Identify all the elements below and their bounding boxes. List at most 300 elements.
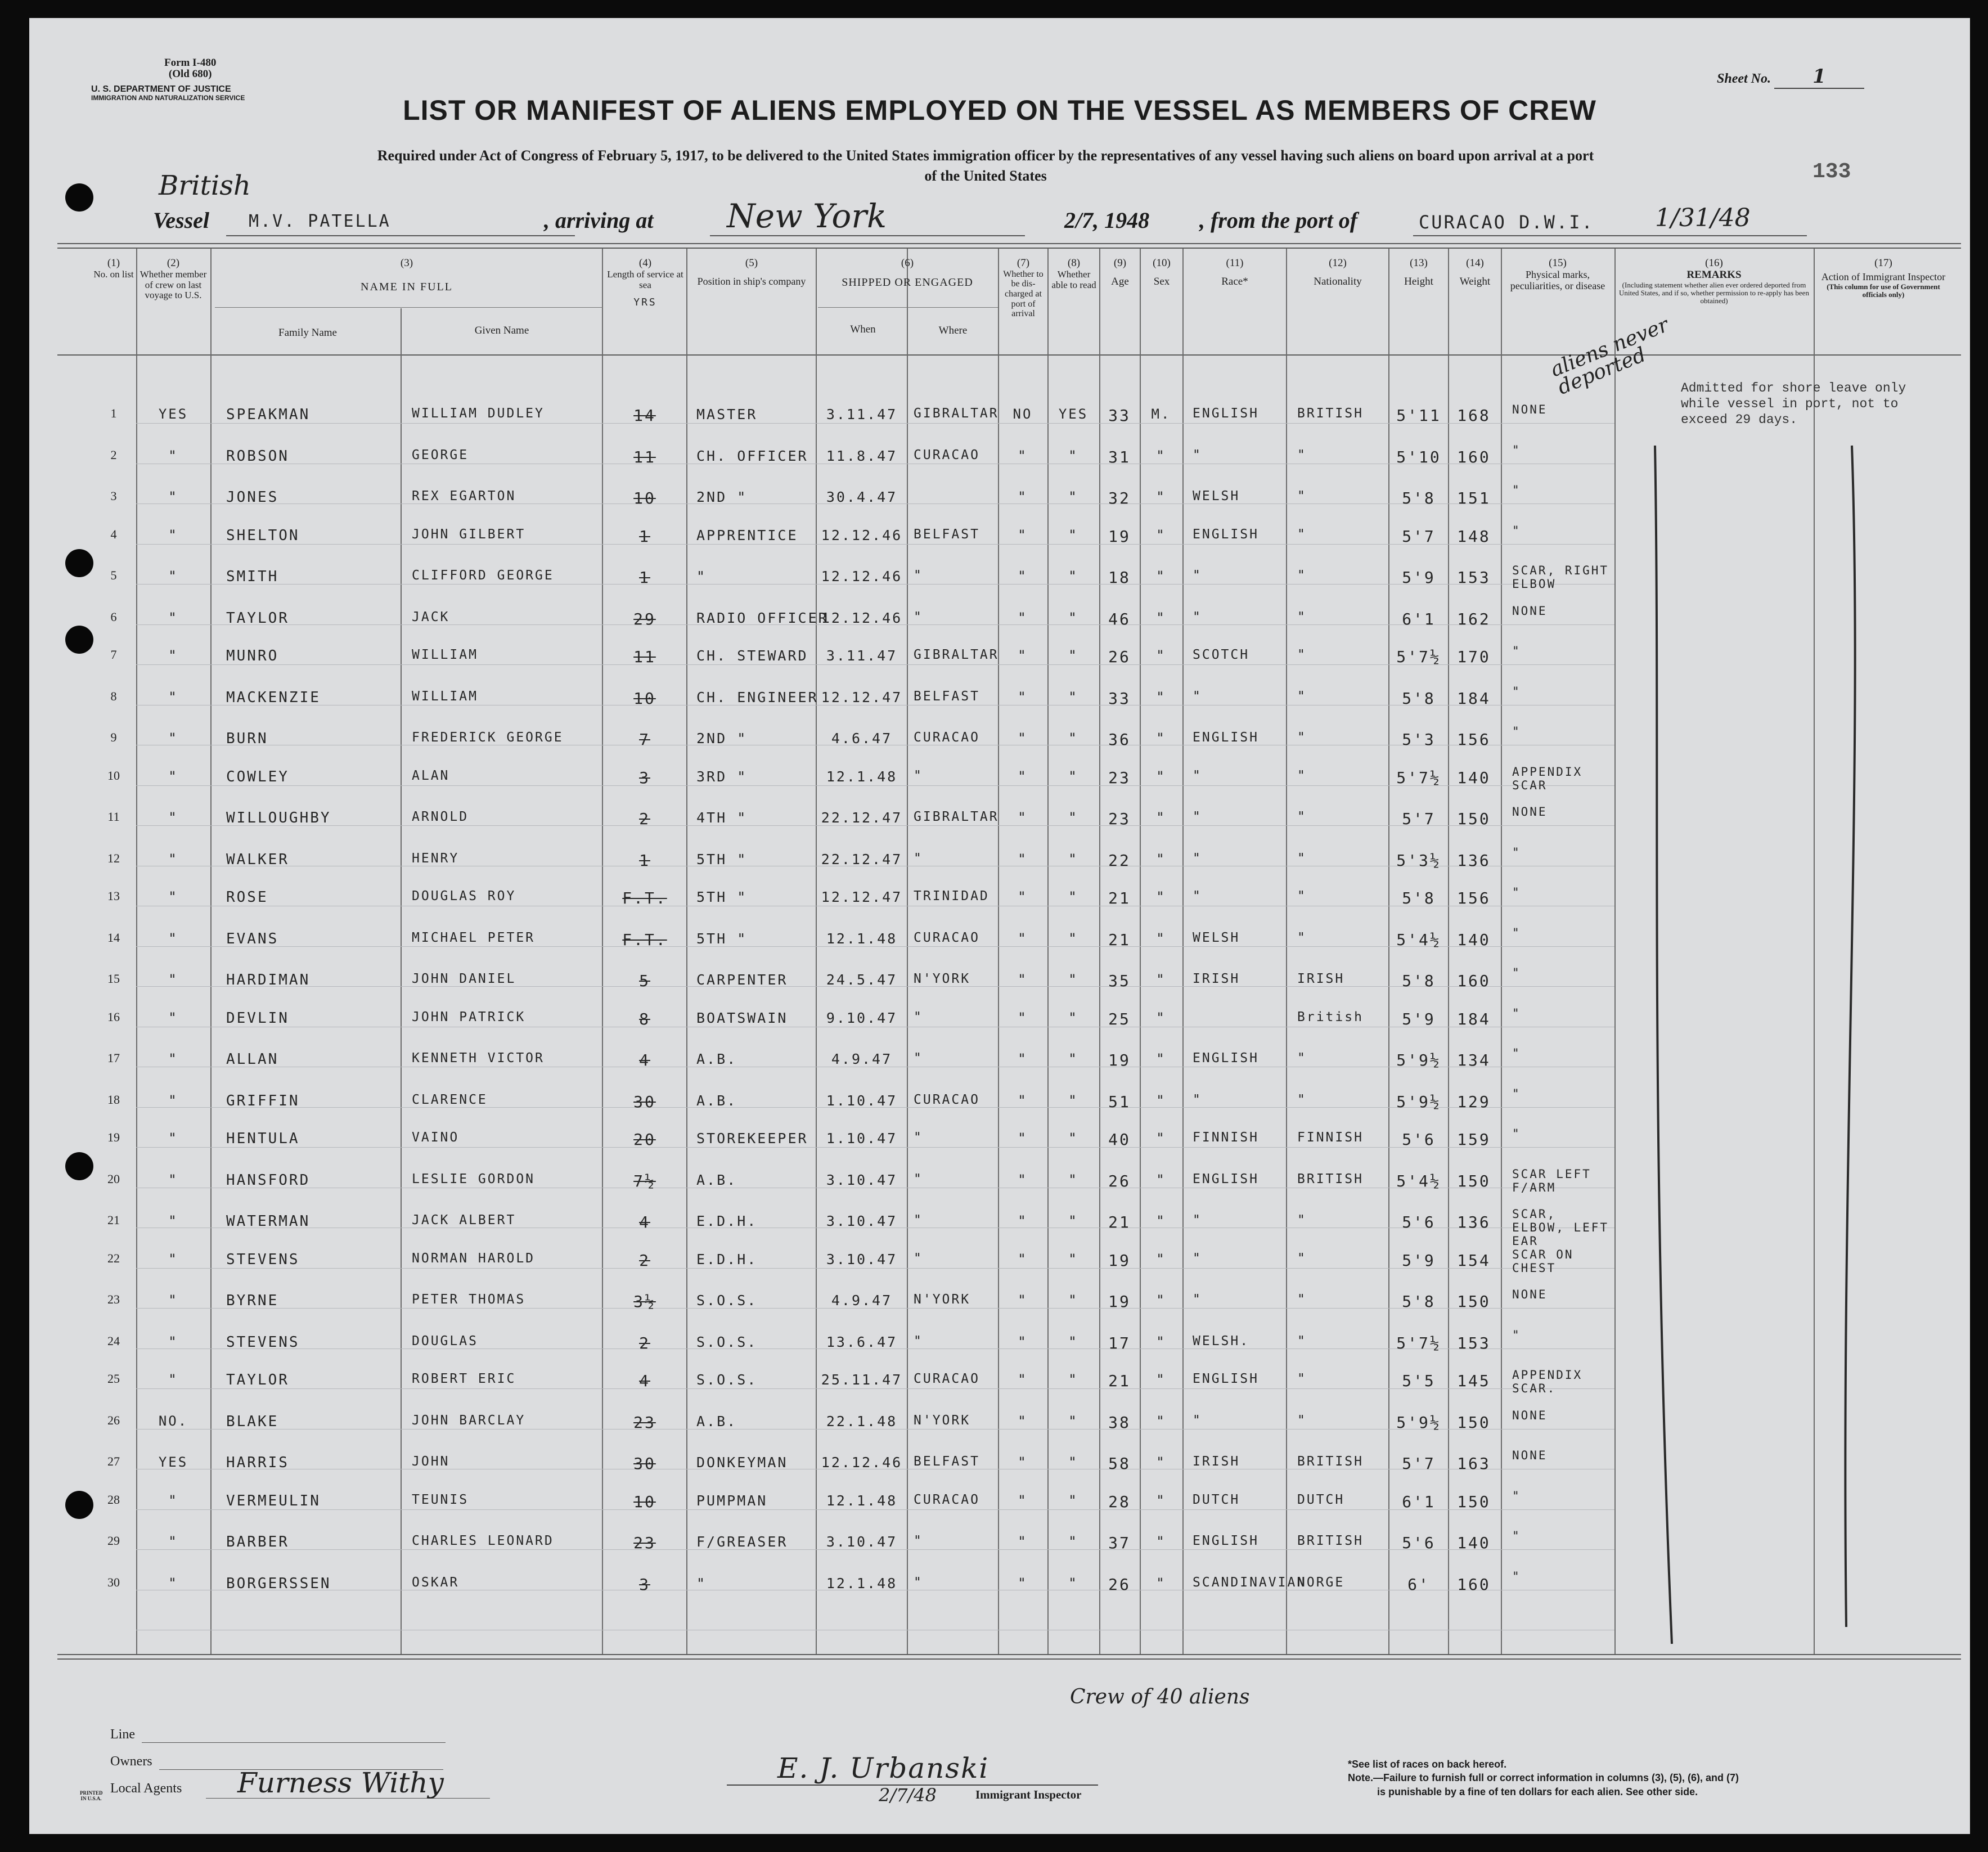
cell-nationality: " <box>1297 447 1307 462</box>
col-header-marks <box>1502 258 1613 291</box>
cell-no: 18 <box>107 1092 120 1107</box>
cell-weight: 154 <box>1457 1251 1491 1270</box>
cell-marks: APPENDIX SCAR. <box>1512 1368 1583 1396</box>
cell-nationality: " <box>1297 489 1307 504</box>
cell-weight: 150 <box>1457 810 1491 828</box>
cell-race: " <box>1193 1292 1202 1307</box>
cell-nationality: " <box>1297 568 1307 583</box>
cell-read: " <box>1068 527 1078 543</box>
cell-nationality: BRITISH <box>1297 1171 1364 1186</box>
cell-read: " <box>1068 1454 1078 1470</box>
cell-nationality: " <box>1297 1092 1307 1107</box>
cell-disch: " <box>1018 768 1028 784</box>
cell-disch: " <box>1018 648 1028 663</box>
cell-service: 3 <box>639 768 650 787</box>
form-old-number: (Old 680) <box>168 68 212 80</box>
cell-age: 21 <box>1108 1372 1131 1390</box>
cell-when: 13.6.47 <box>826 1333 898 1350</box>
cell-age: 22 <box>1108 851 1131 870</box>
cell-sex: " <box>1156 489 1166 505</box>
shore-leave-stamp: Admitted for shore leave only while vessel in port, not to exceed 29 days. <box>1681 381 1906 428</box>
cell-service: 11 <box>633 447 656 466</box>
cell-last: " <box>168 1333 178 1350</box>
cell-marks: " <box>1512 1046 1521 1060</box>
cell-height: 5'5 <box>1402 1372 1436 1390</box>
arrival-port: New York <box>727 197 887 235</box>
cell-height: 5'9 <box>1402 1009 1436 1028</box>
cell-disch: " <box>1018 810 1028 825</box>
footnote-races: *See list of races on back hereof. <box>1348 1759 1507 1770</box>
cell-sex: " <box>1156 689 1166 705</box>
cell-sex: M. <box>1151 406 1171 422</box>
col-label-13: Height <box>1404 275 1433 287</box>
cell-disch: " <box>1018 851 1028 867</box>
cell-position: 5TH " <box>696 930 748 947</box>
cell-where: " <box>914 768 923 783</box>
cell-service: 3½ <box>633 1292 656 1311</box>
col-number-5: (5) <box>745 257 758 269</box>
cell-height: 6'1 <box>1402 609 1436 628</box>
cell-last: " <box>168 730 178 746</box>
cell-nationality: " <box>1297 1213 1307 1228</box>
cell-race: ENGLISH <box>1193 527 1259 542</box>
cell-age: 19 <box>1108 527 1131 546</box>
cell-sex: " <box>1156 810 1166 825</box>
shipped-subrule <box>818 307 998 308</box>
from-port-label: , from the port of <box>1199 208 1358 233</box>
cell-race: ENGLISH <box>1193 1534 1259 1548</box>
cell-service: 10 <box>633 1492 656 1511</box>
cell-marks: " <box>1512 1086 1521 1100</box>
cell-family: STEVENS <box>226 1251 300 1268</box>
cell-last: YES <box>158 1454 188 1470</box>
cell-disch: " <box>1018 527 1028 543</box>
subtitle-line-2: of the United States <box>924 168 1047 184</box>
cell-position: 5TH " <box>696 851 748 867</box>
service-name: IMMIGRATION AND NATURALIZATION SERVICE <box>91 93 245 102</box>
cell-nationality: BRITISH <box>1297 1454 1364 1469</box>
cell-read: " <box>1068 609 1078 626</box>
cell-read: " <box>1068 1130 1078 1146</box>
cell-given: KENNETH VICTOR <box>412 1051 545 1066</box>
form-number-block <box>164 57 216 80</box>
cell-marks: " <box>1512 1328 1521 1342</box>
cell-age: 46 <box>1108 609 1131 628</box>
table-top-rule <box>57 243 1961 244</box>
cell-no: 4 <box>110 527 117 541</box>
cell-marks: NONE <box>1512 1449 1548 1462</box>
cell-service: 2 <box>639 810 650 828</box>
cell-family: SMITH <box>226 568 279 585</box>
cell-read: " <box>1068 1492 1078 1508</box>
sheet-number <box>1717 65 1864 89</box>
cell-marks: NONE <box>1512 805 1548 819</box>
cell-given: JACK <box>412 609 450 624</box>
cell-family: HANSFORD <box>226 1171 311 1189</box>
cell-family: MUNRO <box>226 648 279 664</box>
cell-height: 5'7 <box>1402 1454 1436 1473</box>
cell-given: MICHAEL PETER <box>412 930 536 945</box>
cell-race: IRISH <box>1193 1454 1240 1469</box>
cell-where: GIBRALTAR <box>914 648 999 662</box>
cell-service: 10 <box>633 489 656 507</box>
cell-age: 25 <box>1108 1009 1131 1028</box>
cell-sex: " <box>1156 1413 1166 1429</box>
cell-last: " <box>168 1009 178 1026</box>
cell-family: HARRIS <box>226 1454 289 1471</box>
cell-where: GIBRALTAR <box>914 406 999 421</box>
cell-height: 5'6 <box>1402 1534 1436 1552</box>
vessel-nationality: British <box>159 170 251 201</box>
cell-sex: " <box>1156 972 1166 987</box>
cell-disch: NO <box>1013 406 1033 422</box>
cell-sex: " <box>1156 768 1166 784</box>
cell-where: " <box>914 1051 923 1066</box>
col-number-3: (3) <box>400 257 413 269</box>
col-number-2: (2) <box>167 257 180 269</box>
cell-last: " <box>168 768 178 784</box>
cell-when: 22.1.48 <box>826 1413 898 1430</box>
cell-age: 21 <box>1108 1213 1131 1231</box>
cell-disch: " <box>1018 730 1028 746</box>
cell-disch: " <box>1018 1333 1028 1350</box>
cell-nationality: IRISH <box>1297 972 1345 986</box>
col-number-1: (1) <box>107 257 120 269</box>
cell-marks: NONE <box>1512 1288 1548 1301</box>
agents-value: Furness Withy <box>237 1766 444 1799</box>
cell-sex: " <box>1156 1171 1166 1188</box>
cell-given: JOHN BARCLAY <box>412 1413 526 1428</box>
manifest-sheet <box>29 18 1970 1834</box>
col-unit-4: YRS <box>633 296 657 309</box>
cell-given: VAINO <box>412 1130 460 1145</box>
cell-nationality: NORGE <box>1297 1575 1345 1590</box>
cell-given: ARNOLD <box>412 810 469 824</box>
cell-given: JOHN PATRICK <box>412 1009 526 1024</box>
col-header-discharged <box>999 258 1047 319</box>
col-header-height <box>1389 258 1448 288</box>
cell-service: 1 <box>639 568 650 587</box>
cell-position: RADIO OFFICER <box>696 609 829 626</box>
col-header-remarks <box>1616 258 1812 305</box>
cell-family: TAYLOR <box>226 1372 289 1388</box>
cell-nationality: " <box>1297 527 1307 542</box>
cell-where: " <box>914 568 923 583</box>
cell-disch: " <box>1018 689 1028 705</box>
cell-nationality: " <box>1297 730 1307 745</box>
cell-weight: 151 <box>1457 489 1491 507</box>
table-top-rule-2 <box>57 248 1961 249</box>
col-number-9: (9) <box>1113 257 1127 269</box>
cell-disch: " <box>1018 1130 1028 1146</box>
cell-age: 38 <box>1108 1413 1131 1432</box>
cell-disch: " <box>1018 1492 1028 1508</box>
col-header-name <box>213 258 601 293</box>
cell-marks: " <box>1512 885 1521 899</box>
cell-nationality: " <box>1297 1333 1307 1348</box>
manifest-subtitle <box>170 147 1801 185</box>
cell-disch: " <box>1018 1251 1028 1267</box>
col-number-16: (16) <box>1705 257 1723 269</box>
cell-race: SCANDINAVIAN <box>1193 1575 1307 1590</box>
cell-when: 4.9.47 <box>831 1292 893 1309</box>
cell-height: 5'7½ <box>1396 648 1441 666</box>
cell-race: " <box>1193 768 1202 783</box>
cell-sex: " <box>1156 1130 1166 1146</box>
cell-marks: NONE <box>1512 1408 1548 1422</box>
cell-disch: " <box>1018 568 1028 584</box>
cell-nationality: " <box>1297 1251 1307 1266</box>
cell-family: MACKENZIE <box>226 689 321 706</box>
cell-position: BOATSWAIN <box>696 1009 788 1026</box>
cell-family: BORGERSSEN <box>226 1575 331 1592</box>
cell-marks: SCAR LEFT F/ARM <box>1512 1167 1591 1194</box>
cell-marks: " <box>1512 725 1521 738</box>
cell-given: WILLIAM <box>412 689 478 704</box>
cell-position: A.B. <box>696 1051 737 1067</box>
cell-position: " <box>696 568 707 585</box>
cell-given: NORMAN HAROLD <box>412 1251 536 1266</box>
cell-where: " <box>914 609 923 624</box>
cell-sex: " <box>1156 1333 1166 1350</box>
cell-race: " <box>1193 447 1202 462</box>
col-header-age <box>1100 258 1140 288</box>
cell-family: COWLEY <box>226 768 289 785</box>
cell-when: 1.10.47 <box>826 1092 898 1109</box>
cell-sex: " <box>1156 1454 1166 1470</box>
col-header-family-name: Family Name <box>278 327 337 339</box>
cell-given: CLIFFORD GEORGE <box>412 568 554 583</box>
cell-weight: 136 <box>1457 1213 1491 1231</box>
cell-when: 12.12.46 <box>821 1454 903 1471</box>
cell-where: CURACAO <box>914 447 980 462</box>
cell-given: OSKAR <box>412 1575 460 1590</box>
arrival-date: 2/7, 1948 <box>1064 208 1150 233</box>
cell-nationality: " <box>1297 1413 1307 1428</box>
department-name: U. S. DEPARTMENT OF JUSTICE <box>91 84 231 94</box>
cell-read: YES <box>1058 406 1089 422</box>
cell-given: CLARENCE <box>412 1092 488 1107</box>
cell-last: YES <box>158 406 188 422</box>
cell-age: 18 <box>1108 568 1131 587</box>
cell-no: 21 <box>107 1213 120 1227</box>
cell-family: ROBSON <box>226 447 289 465</box>
cell-height: 5'8 <box>1402 889 1436 907</box>
cell-position: DONKEYMAN <box>696 1454 788 1471</box>
cell-position: CARPENTER <box>696 972 788 988</box>
cell-position: S.O.S. <box>696 1292 758 1309</box>
cell-disch: " <box>1018 447 1028 464</box>
cell-last: " <box>168 1372 178 1387</box>
cell-read: " <box>1068 447 1078 464</box>
cell-marks: " <box>1512 523 1521 537</box>
cell-service: F.T. <box>622 889 667 907</box>
cell-when: 12.1.48 <box>826 768 898 785</box>
cell-race: ENGLISH <box>1193 1051 1259 1066</box>
col-header-shipped <box>817 258 998 289</box>
cell-position: CH. ENGINEER <box>696 689 818 705</box>
cell-where: CURACAO <box>914 1372 980 1386</box>
col-label-14: Weight <box>1459 275 1491 287</box>
vessel-name: M.V. PATELLA <box>249 212 391 231</box>
cell-weight: 170 <box>1457 648 1491 666</box>
cell-no: 13 <box>107 889 120 903</box>
cell-weight: 136 <box>1457 851 1491 870</box>
cell-service: F.T. <box>622 930 667 949</box>
cell-nationality: " <box>1297 1372 1307 1386</box>
cell-service: 3 <box>639 1575 650 1594</box>
stamp-number: 133 <box>1812 160 1851 184</box>
cell-service: 11 <box>633 648 656 666</box>
col-header-no <box>92 258 135 280</box>
cell-nationality: " <box>1297 810 1307 824</box>
cell-age: 21 <box>1108 930 1131 949</box>
cell-race: " <box>1193 609 1202 624</box>
cell-when: 4.9.47 <box>831 1051 893 1067</box>
cell-nationality: " <box>1297 609 1307 624</box>
cell-weight: 148 <box>1457 527 1491 546</box>
cell-race: WELSH <box>1193 930 1240 945</box>
header-bottom-rule <box>57 354 1961 356</box>
cell-last: " <box>168 1251 178 1267</box>
col-number-8: (8) <box>1067 257 1081 269</box>
cell-height: 6'1 <box>1402 1492 1436 1511</box>
cell-sex: " <box>1156 1092 1166 1108</box>
cell-height: 5'3½ <box>1396 851 1441 870</box>
cell-sex: " <box>1156 1492 1166 1508</box>
cell-read: " <box>1068 648 1078 663</box>
cell-nationality: British <box>1297 1009 1364 1024</box>
cell-given: GEORGE <box>412 447 469 462</box>
inspector-label: Immigrant Inspector <box>975 1788 1082 1801</box>
footnote-penalty: Note.—Failure to furnish full or correct information in columns (3), (5), (6), and (7) <box>1348 1772 1739 1784</box>
cell-weight: 150 <box>1457 1171 1491 1190</box>
col-header-where: Where <box>938 325 968 336</box>
cell-no: 26 <box>107 1413 120 1427</box>
form-number: Form I-480 <box>164 57 217 69</box>
cell-read: " <box>1068 1372 1078 1387</box>
cell-sex: " <box>1156 1213 1166 1229</box>
cell-family: HENTULA <box>226 1130 300 1147</box>
cell-age: 37 <box>1108 1534 1131 1552</box>
cell-disch: " <box>1018 1092 1028 1108</box>
cell-position: 2ND " <box>696 730 748 747</box>
cell-sex: " <box>1156 1051 1166 1067</box>
cell-read: " <box>1068 1009 1078 1026</box>
cell-position: 4TH " <box>696 810 748 826</box>
cell-race: ENGLISH <box>1193 406 1259 421</box>
from-port-underline <box>1413 235 1807 236</box>
cell-when: 12.12.47 <box>821 889 903 905</box>
cell-disch: " <box>1018 489 1028 505</box>
cell-race: " <box>1193 1413 1202 1428</box>
cell-race: ENGLISH <box>1193 1171 1259 1186</box>
cell-no: 23 <box>107 1292 120 1306</box>
cell-where: " <box>914 1333 923 1348</box>
cell-marks: " <box>1512 1489 1521 1503</box>
cell-no: 29 <box>107 1534 120 1548</box>
cell-no: 24 <box>107 1333 120 1348</box>
col-number-12: (12) <box>1329 257 1347 269</box>
cell-read: " <box>1068 689 1078 705</box>
cell-no: 12 <box>107 851 120 865</box>
cell-nationality: BRITISH <box>1297 1534 1364 1548</box>
cell-height: 5'4½ <box>1396 930 1441 949</box>
col-number-6: (6) <box>901 257 914 269</box>
cell-race: FINNISH <box>1193 1130 1259 1145</box>
cell-disch: " <box>1018 1213 1028 1229</box>
cell-no: 28 <box>107 1492 120 1507</box>
cell-family: STEVENS <box>226 1333 300 1351</box>
cell-where: CURACAO <box>914 1492 980 1507</box>
cell-read: " <box>1068 889 1078 905</box>
cell-last: " <box>168 1534 178 1549</box>
cell-height: 5'9½ <box>1396 1051 1441 1069</box>
cell-height: 5'8 <box>1402 689 1436 708</box>
cell-last: " <box>168 972 178 987</box>
cell-disch: " <box>1018 1372 1028 1387</box>
cell-age: 19 <box>1108 1051 1131 1069</box>
col-number-15: (15) <box>1549 257 1567 269</box>
cell-family: WILLOUGHBY <box>226 810 331 826</box>
cell-last: " <box>168 689 178 705</box>
cell-weight: 153 <box>1457 1333 1491 1352</box>
cell-position: 2ND " <box>696 489 748 505</box>
cell-disch: " <box>1018 972 1028 987</box>
cell-sex: " <box>1156 609 1166 626</box>
cell-sex: " <box>1156 1292 1166 1308</box>
cell-when: 3.10.47 <box>826 1251 898 1267</box>
col-label-5: Position in ship's company <box>697 275 806 287</box>
col-header-position <box>687 258 816 287</box>
cell-given: JOHN <box>412 1454 450 1469</box>
cell-service: 4 <box>639 1372 650 1390</box>
cell-given: JOHN GILBERT <box>412 527 526 542</box>
cell-read: " <box>1068 1092 1078 1108</box>
departure-date: 1/31/48 <box>1655 204 1751 232</box>
cell-marks: " <box>1512 845 1521 859</box>
cell-sex: " <box>1156 527 1166 543</box>
cell-marks: " <box>1512 925 1521 940</box>
col-label-8: Whether able to read <box>1051 268 1096 290</box>
cell-height: 5'3 <box>1402 730 1436 749</box>
inspector-signature: E. J. Urbanski <box>777 1752 989 1784</box>
cell-height: 5'8 <box>1402 972 1436 990</box>
cell-no: 20 <box>107 1171 120 1186</box>
cell-race: " <box>1193 810 1202 824</box>
port-underline <box>710 235 1025 236</box>
cell-family: EVANS <box>226 930 279 947</box>
cell-race: " <box>1193 689 1202 704</box>
cell-race: IRISH <box>1193 972 1240 986</box>
col-label-11: Race* <box>1221 275 1248 287</box>
cell-weight: 140 <box>1457 768 1491 787</box>
cell-where: " <box>914 1213 923 1228</box>
cell-service: 8 <box>639 1009 650 1028</box>
cell-position: S.O.S. <box>696 1372 758 1388</box>
cell-weight: 129 <box>1457 1092 1491 1111</box>
agents-label: Local Agents <box>110 1781 182 1796</box>
cell-where: N'YORK <box>914 972 971 986</box>
cell-when: 12.12.47 <box>821 689 903 705</box>
cell-when: 12.12.46 <box>821 568 903 585</box>
col-label-10: Sex <box>1153 275 1170 287</box>
cell-weight: 134 <box>1457 1051 1491 1069</box>
subtitle-line-1: Required under Act of Congress of February 5, 1917, to be delivered to the United States immigration officer by the representatives of any vessel having such aliens on board upon arrival at a port <box>377 147 1594 164</box>
cell-disch: " <box>1018 1575 1028 1591</box>
cell-given: REX EGARTON <box>412 489 516 504</box>
cell-nationality: FINNISH <box>1297 1130 1364 1145</box>
